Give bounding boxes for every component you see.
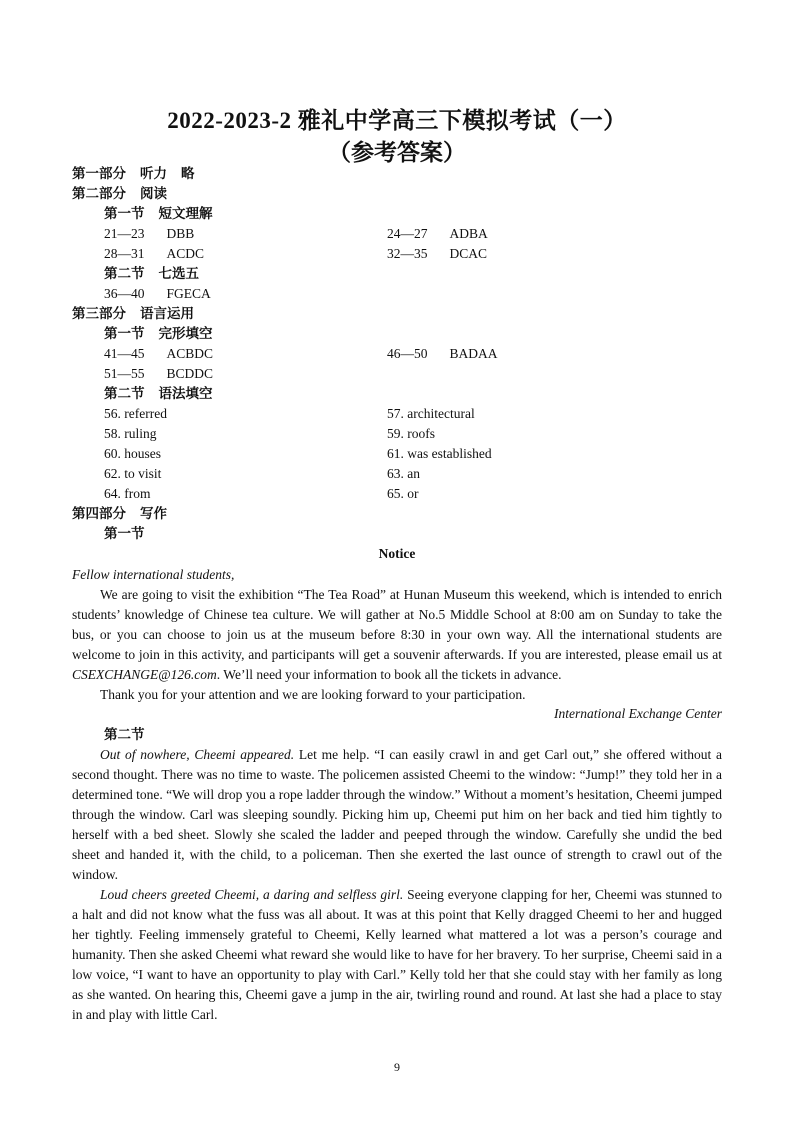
part2-sec2-heading: 第二节 七选五	[104, 266, 199, 281]
grammar-answer: 58. ruling	[104, 426, 157, 441]
page-subtitle: （参考答案）	[328, 140, 466, 165]
answer-row: 28—31 ACDC	[104, 246, 205, 261]
grammar-answer: 62. to visit	[104, 466, 162, 481]
notice-email: CSEXCHANGE@126.com	[72, 667, 217, 682]
part3-sec1-heading: 第一节 完形填空	[104, 326, 213, 341]
notice-paragraph: We are going to visit the exhibition “The Tea Road” at Hunan Museum this weekend, which is intended to enrich students’ knowledge of Chinese tea culture. We will gather at No.5 Middle School at 8:00 am on Sunday to take the bus, or you can choose to join us at the museum before 8:30 in your own way. All the international students are welcome to join in this activity, and participants will get a souvenir afterwards. If you are interested, please email us at CSEXCHANGE@126.com. We’ll need your information to book all the tickets in advance.	[72, 587, 722, 682]
grammar-answer: 61. was established	[387, 446, 492, 461]
answer-row: 24—27 ADBA	[387, 226, 488, 241]
story-paragraph-1: Out of nowhere, Cheemi appeared. Let me help. “I can easily crawl in and get Carl out,” she offered without a second thought. There was no time to waste. The policemen assisted Cheemi to the window: “Jump!” they told her in a determined tone. “We will drop you a rope ladder through the window.” Without a moment’s hesitation, Cheemi jumped through the window. Carl was sleeping soundly. Picking him up, Cheemi put him on her back and tied him tightly to herself with a bed sheet. Slowly she scaled the ladder and peeped through the window. Carefully she undid the bed sheet and handed it, with the child, to a policeman. Then she exerted the last ounce of strength to crawl out of the window.	[72, 747, 722, 882]
part4-heading: 第四部分 写作	[72, 506, 167, 521]
story-paragraph-2: Loud cheers greeted Cheemi, a daring and selfless girl. Seeing everyone clapping for her, Cheemi was stunned to a halt and did not know what the fuss was all about. It was at this point that Kelly dragged Cheemi to her and hugged her tightly. Feeling immensely grateful to Cheemi, Kelly learned what mattered a lot was a person’s courage and humanity. Then she asked Cheemi what reward she would like to have for her bravery. To her surprise, Cheemi said in a low voice, “I want to have an opportunity to play with Carl.” Kelly told her that she could stay with her family as long as she wanted. On hearing this, Cheemi gave a jump in the air, twirling round and round. At last she had a place to stay in and play with little Carl.	[72, 887, 722, 1022]
answer-row: 41—45 ACBDC	[104, 346, 214, 361]
grammar-answer: 64. from	[104, 486, 151, 501]
grammar-answer: 57. architectural	[387, 406, 475, 421]
grammar-answer: 65. or	[387, 486, 419, 501]
notice-title: Notice	[378, 546, 416, 561]
part2-heading: 第二部分 阅读	[72, 186, 167, 201]
grammar-answer: 63. an	[387, 466, 420, 481]
answer-row: 51—55 BCDDC	[104, 366, 214, 381]
answer-row: 36—40 FGECA	[104, 286, 211, 301]
grammar-answer: 59. roofs	[387, 426, 435, 441]
answer-row: 46—50 BADAA	[387, 346, 498, 361]
part4-sec2-heading: 第二节	[104, 727, 145, 742]
notice-closing: Thank you for your attention and we are looking forward to your participation.	[100, 687, 526, 702]
grammar-answer: 60. houses	[104, 446, 161, 461]
page-title: 2022-2023-2 雅礼中学高三下模拟考试（一）	[167, 108, 627, 133]
part3-heading: 第三部分 语言运用	[72, 306, 194, 321]
part1-heading: 第一部分 听力 略	[72, 166, 195, 181]
part3-sec2-heading: 第二节 语法填空	[104, 386, 213, 401]
notice-greeting: Fellow international students,	[72, 567, 235, 582]
grammar-answer: 56. referred	[104, 406, 167, 421]
page-number: 9	[394, 1060, 400, 1074]
answer-row: 21—23 DBB	[104, 226, 195, 241]
answer-row: 32—35 DCAC	[387, 246, 488, 261]
notice-signoff: International Exchange Center	[554, 706, 722, 721]
part2-sec1-heading: 第一节 短文理解	[104, 206, 213, 221]
part4-sec1-heading: 第一节	[104, 526, 145, 541]
